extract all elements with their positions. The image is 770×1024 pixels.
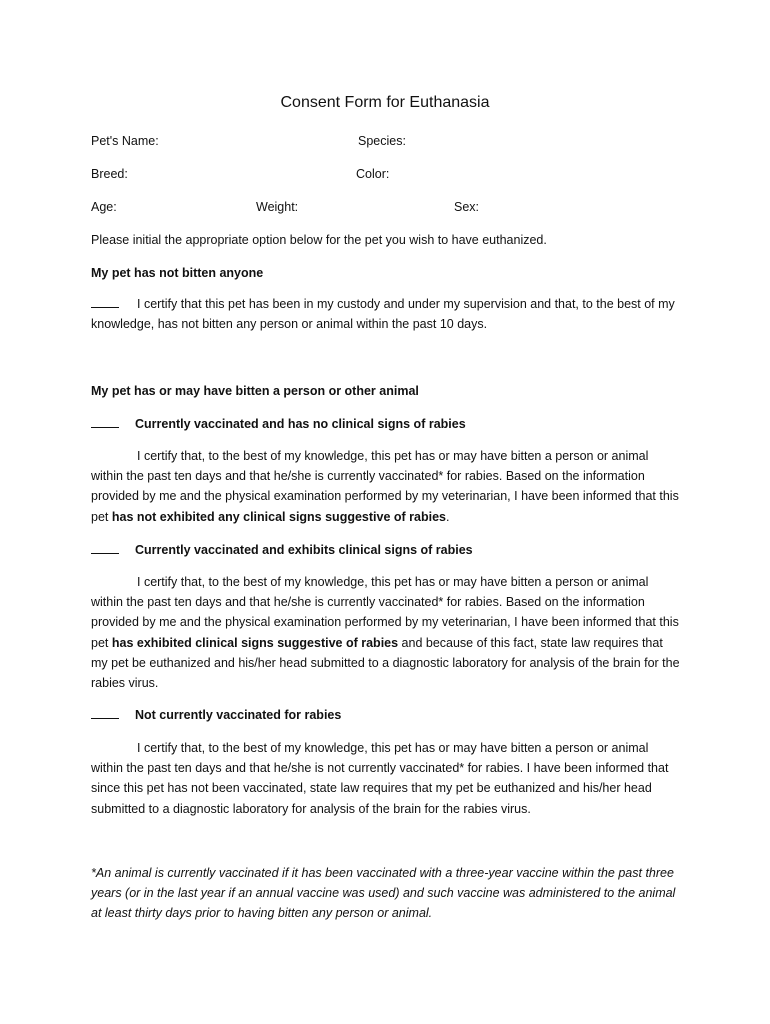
option1-text: I certify that, to the best of my knowledge, this pet has or may have bitten a person or animal within the past ten days and that he/she is currently vaccinated* for rabies. Based on the information provided by me and the physical examination performed by my veterinarian, I have been informed that this pet [91,449,679,524]
color-label: Color: [356,167,390,181]
section1-paragraph [91,294,681,334]
initial-blank[interactable] [91,542,119,554]
weight-label: Weight: [256,200,299,214]
option3-heading: Not currently vaccinated for rabies [135,708,342,722]
section1-text: I certify that this pet has been in my custody and under my supervision and that, to the best of my knowledge, has not bitten any person or animal within the past 10 days. [91,297,675,332]
initial-blank[interactable] [91,707,119,719]
option1-row [91,416,466,432]
section1-heading: My pet has not bitten anyone [91,266,264,280]
option1-text-bold: has not exhibited any clinical signs suggestive of rabies [111,509,446,524]
pets-name-label: Pet's Name: [91,134,159,148]
initial-blank[interactable] [91,296,119,308]
option2-text-bold: has exhibited clinical signs suggestive of rabies [111,635,399,650]
option2-text: I certify that, to the best of my knowledge, this pet has or may have bitten a person or animal within the past ten days and that he/she is currently vaccinated* for rabies. Based on the information provided by me and the physical examination performed by my veterinarian, I have been informed that this pet [91,575,679,650]
option2-heading: Currently vaccinated and exhibits clinical signs of rabies [135,543,473,557]
option1-text-end: . [445,509,450,524]
species-label: Species: [358,134,406,148]
option3-text: I certify that, to the best of my knowledge, this pet has or may have bitten a person or animal within the past ten days and that he/she is not currently vaccinated* for rabies. I have been informed that since this pet has not been vaccinated, state law requires that my pet be euthanized and his/her head submitted to a diagnostic laboratory for analysis of the brain for the rabies virus. [91,741,669,816]
section2-heading: My pet has or may have bitten a person or other animal [91,384,419,398]
option3-paragraph [91,738,681,819]
footnote: *An animal is currently vaccinated if it has been vaccinated with a three-year vaccine within the past three years (or in the last year if an annual vaccine was used) and such vaccine was administered to the animal at least thirty days prior to having bitten any person or animal. [91,866,676,921]
option3-row [91,707,341,723]
breed-label: Breed: [91,167,128,181]
sex-label: Sex: [454,200,480,214]
initial-blank[interactable] [91,416,119,428]
option2-paragraph [91,572,681,693]
option1-paragraph [91,446,681,527]
form-title: Consent Form for Euthanasia [280,94,490,111]
age-label: Age: [91,200,117,214]
instruction-text: Please initial the appropriate option below for the pet you wish to have euthanized. [91,233,547,247]
option1-heading: Currently vaccinated and has no clinical signs of rabies [135,417,466,431]
option2-row [91,542,473,558]
option2-text-end: and because of this fact, state law requires that my pet be euthanized and his/her head submitted to a diagnostic laboratory for analysis of the brain for the rabies virus. [91,635,680,691]
